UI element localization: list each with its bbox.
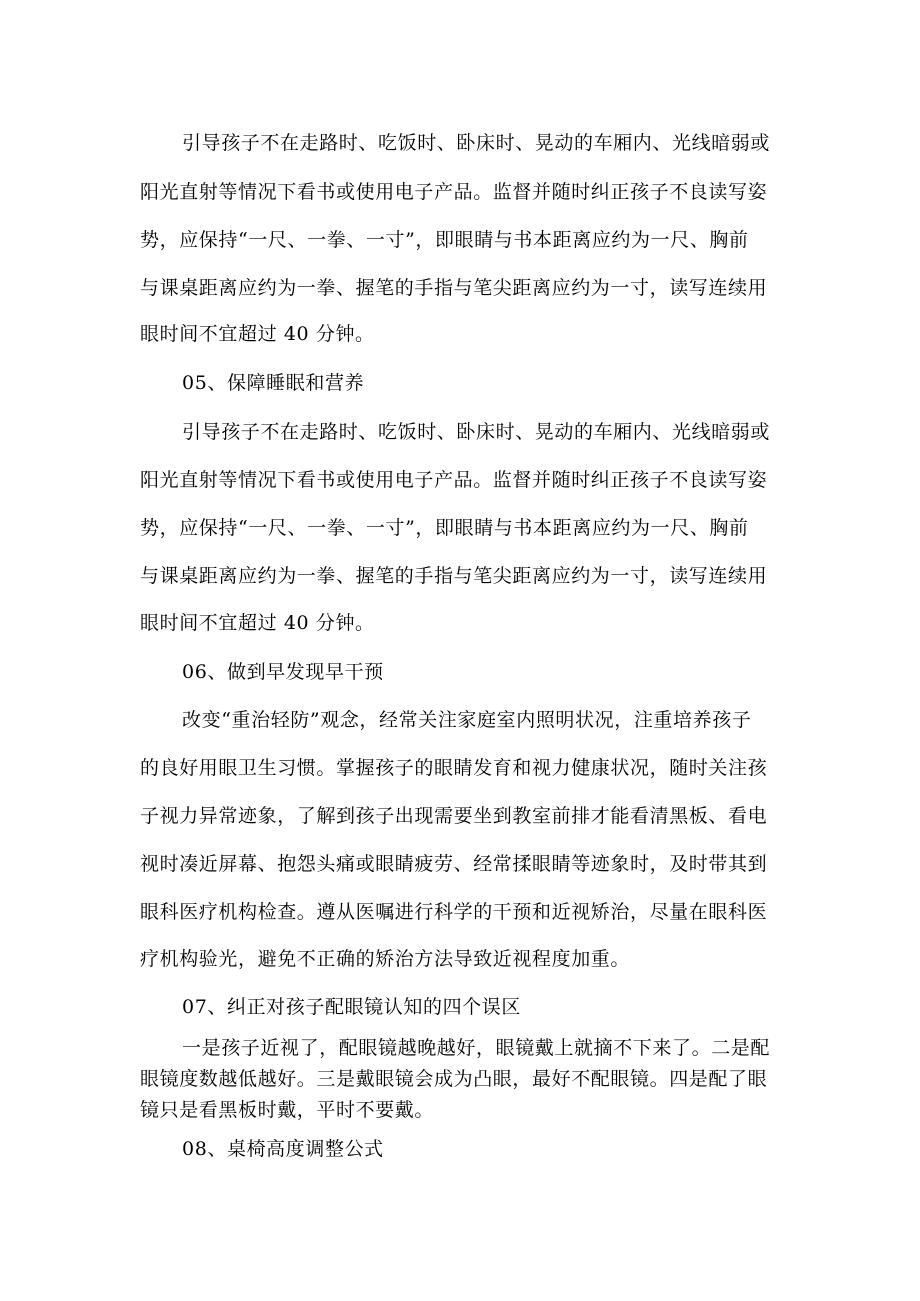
- paragraph-3-line-1: 改变“重治轻防”观念，经常关注家庭室内照明状况，注重培养孩子: [182, 709, 752, 731]
- paragraph-4-line-3: 镜只是看黑板时戴，平时不要戴。: [140, 1099, 435, 1121]
- section-heading-06: 06、做到早发现早干预: [182, 661, 384, 683]
- paragraph-4-line-2: 眼镜度数越低越好。三是戴眼镜会成为凸眼，最好不配眼镜。四是配了眼: [140, 1068, 768, 1090]
- paragraph-2-line-1: 引导孩子不在走路时、吃饭时、卧床时、晃动的车厢内、光线暗弱或: [182, 421, 771, 443]
- paragraph-1-line-4: 与课桌距离应约为一拳、握笔的手指与笔尖距离应约为一寸，读写连续用: [140, 277, 768, 299]
- paragraph-1-line-3: 势，应保持“一尺、一拳、一寸”，即眼睛与书本距离应约为一尺、胸前: [140, 229, 749, 251]
- paragraph-3-line-5: 眼科医疗机构检查。遵从医嘱进行科学的干预和近视矫治，尽量在眼科医: [140, 901, 768, 923]
- paragraph-3-line-3: 子视力异常迹象，了解到孩子出现需要坐到教室前排才能看清黑板、看电: [140, 805, 768, 827]
- section-heading-08: 08、桌椅高度调整公式: [182, 1138, 384, 1160]
- paragraph-2-line-5: 眼时间不宜超过 40 分钟。: [140, 612, 375, 634]
- section-heading-07: 07、纠正对孩子配眼镜认知的四个误区: [182, 996, 521, 1018]
- paragraph-2-line-3: 势，应保持“一尺、一拳、一寸”，即眼睛与书本距离应约为一尺、胸前: [140, 517, 749, 539]
- paragraph-2-line-4: 与课桌距离应约为一拳、握笔的手指与笔尖距离应约为一寸，读写连续用: [140, 565, 768, 587]
- section-heading-05: 05、保障睡眠和营养: [182, 372, 365, 394]
- paragraph-3-line-6: 疗机构验光，避免不正确的矫治方法导致近视程度加重。: [140, 948, 631, 970]
- paragraph-3-line-4: 视时凑近屏幕、抱怨头痛或眼睛疲劳、经常揉眼睛等迹象时，及时带其到: [140, 853, 768, 875]
- paragraph-1-line-2: 阳光直射等情况下看书或使用电子产品。监督并随时纠正孩子不良读写姿: [140, 181, 768, 203]
- paragraph-1-line-5: 眼时间不宜超过 40 分钟。: [140, 323, 375, 345]
- paragraph-2-line-2: 阳光直射等情况下看书或使用电子产品。监督并随时纠正孩子不良读写姿: [140, 469, 768, 491]
- paragraph-3-line-2: 的良好用眼卫生习惯。掌握孩子的眼睛发育和视力健康状况，随时关注孩: [140, 757, 768, 779]
- paragraph-1-line-1: 引导孩子不在走路时、吃饭时、卧床时、晃动的车厢内、光线暗弱或: [182, 132, 771, 154]
- paragraph-4-line-1: 一是孩子近视了，配眼镜越晚越好，眼镜戴上就摘不下来了。二是配: [182, 1037, 771, 1059]
